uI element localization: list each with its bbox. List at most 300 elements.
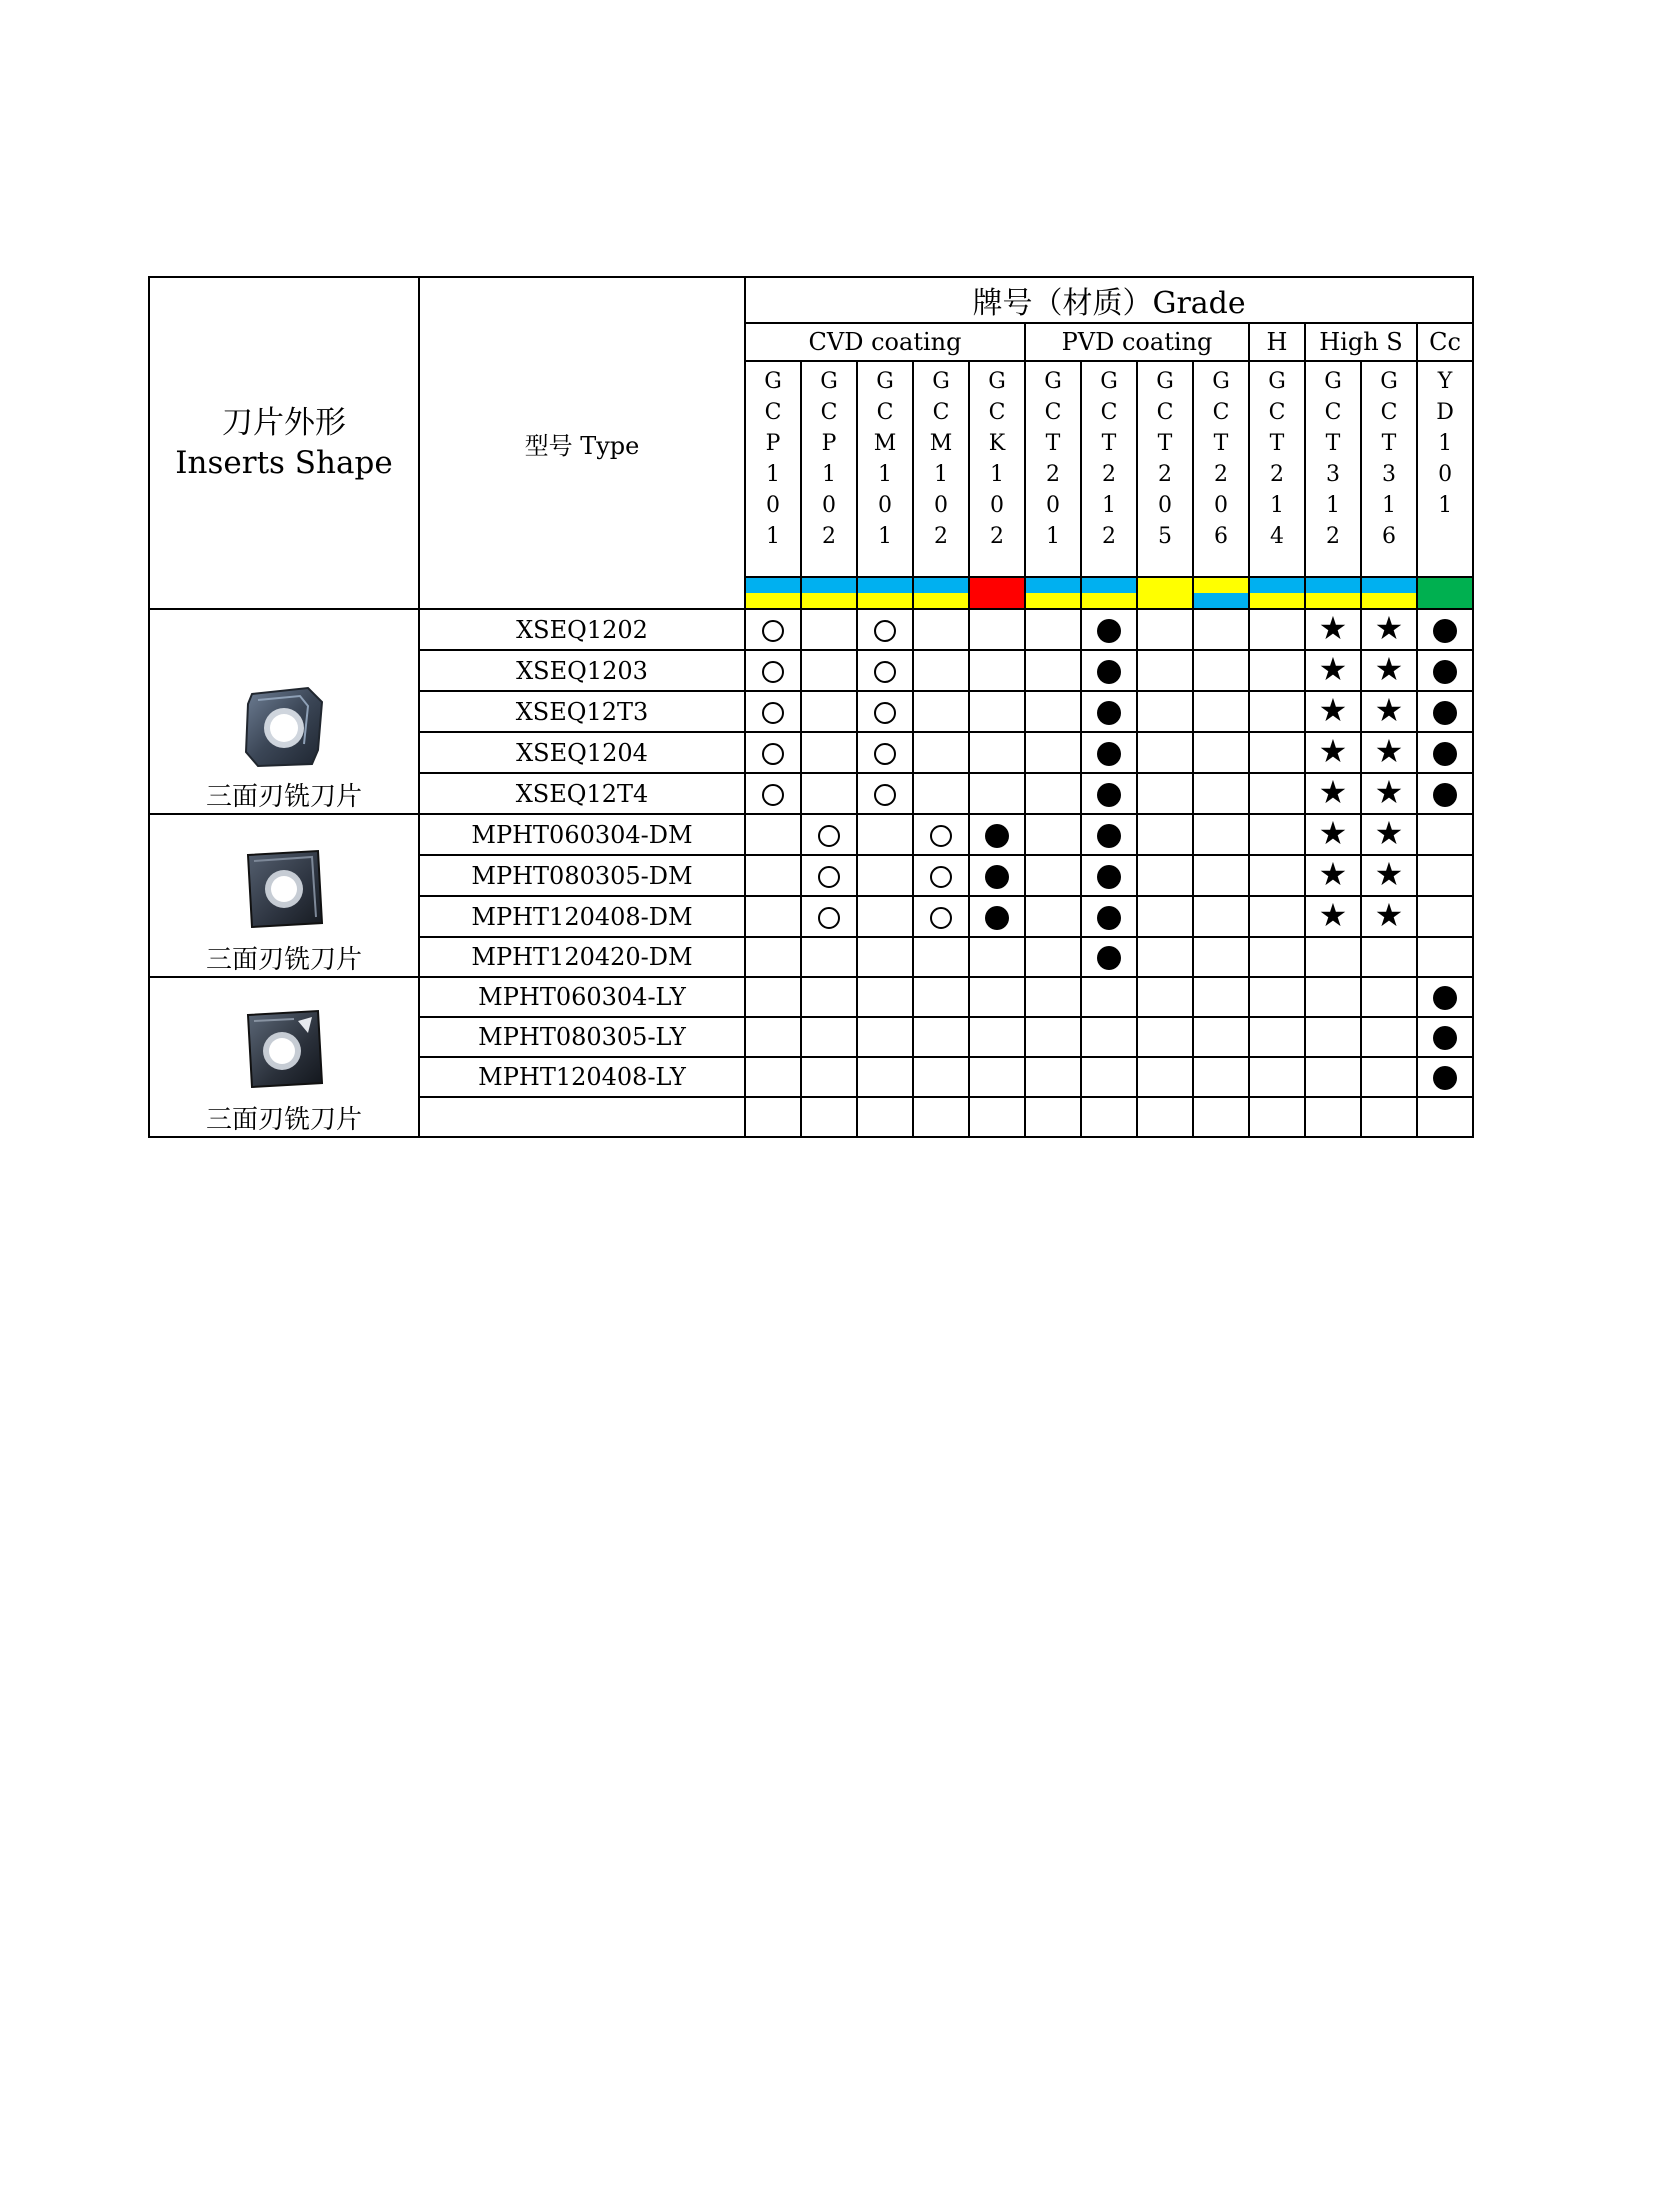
- grade-mark-cell: [1249, 1097, 1305, 1137]
- grade-mark-cell: [913, 896, 969, 937]
- open-circle-icon: [930, 825, 952, 847]
- grade-mark-cell: [745, 1017, 801, 1057]
- grade-mark-cell: [1081, 773, 1137, 814]
- grade-mark-cell: [1025, 773, 1081, 814]
- filled-circle-icon: [1097, 701, 1121, 725]
- mpht-dm-insert-icon: [238, 843, 330, 935]
- grade-mark-cell: [1417, 609, 1473, 650]
- grade-mark-cell: [801, 977, 857, 1017]
- grade-code-char: M: [929, 431, 953, 456]
- grade-mark-cell: [1137, 1097, 1193, 1137]
- grade-code-char: 1: [766, 524, 780, 549]
- insert-type-cell: [419, 732, 745, 773]
- grade-code-char: 0: [1046, 493, 1060, 518]
- grade-mark-cell: [1193, 1017, 1249, 1057]
- grade-mark-cell: [1361, 732, 1417, 773]
- grade-mark-cell: [1193, 814, 1249, 855]
- xseq-insert-icon: [238, 680, 330, 772]
- coating-group-header: [1305, 323, 1417, 361]
- grade-code-char: 0: [990, 493, 1004, 518]
- grade-mark-cell: [1137, 814, 1193, 855]
- insert-type: MPHT060304-DM: [471, 820, 693, 849]
- grade-mark-cell: [969, 773, 1025, 814]
- grade-code-header: [1025, 361, 1081, 577]
- grade-code-char: 2: [1326, 524, 1340, 549]
- grade-mark-cell: [801, 814, 857, 855]
- grade-code-header: [1361, 361, 1417, 577]
- grade-mark-cell: [1193, 896, 1249, 937]
- grade-mark-cell: [1137, 855, 1193, 896]
- grade-mark-cell: [969, 650, 1025, 691]
- grade-mark-cell: [969, 855, 1025, 896]
- grade-mark-cell: [1081, 1097, 1137, 1137]
- grade-code-char: T: [1101, 431, 1117, 456]
- grade-code-char: 1: [766, 462, 780, 487]
- open-circle-icon: [762, 784, 784, 806]
- type-header-label: 型号 Type: [524, 431, 640, 460]
- grade-code-char: 3: [1326, 462, 1340, 487]
- grade-code-char: 0: [1158, 493, 1172, 518]
- grade-mark-cell: [1137, 691, 1193, 732]
- grade-code-char: 0: [934, 493, 948, 518]
- grade-mark-cell: [1417, 937, 1473, 977]
- grade-mark-cell: [969, 691, 1025, 732]
- grade-mark-cell: [1081, 732, 1137, 773]
- filled-circle-icon: [1433, 660, 1457, 684]
- grade-color-band: [1417, 577, 1473, 609]
- grade-mark-cell: [913, 773, 969, 814]
- grade-mark-cell: [857, 1097, 913, 1137]
- grade-mark-cell: [1193, 1057, 1249, 1097]
- open-circle-icon: [818, 866, 840, 888]
- grade-mark-cell: [857, 691, 913, 732]
- grade-mark-cell: [1137, 773, 1193, 814]
- grade-code-char: C: [1380, 400, 1398, 425]
- shape-header: [149, 277, 419, 609]
- grade-code-header: [1249, 361, 1305, 577]
- grade-code-header: [1137, 361, 1193, 577]
- grade-mark-cell: [1137, 1017, 1193, 1057]
- grade-header-label: 牌号（材质）Grade: [972, 286, 1246, 321]
- insert-type-cell: [419, 1017, 745, 1057]
- grade-mark-cell: [1305, 855, 1361, 896]
- grade-code-char: G: [1156, 369, 1174, 394]
- grade-code-char: 2: [934, 524, 948, 549]
- grade-code-char: 0: [1438, 462, 1453, 487]
- grade-code-char: 1: [1102, 493, 1116, 518]
- grade-color-band: [801, 577, 857, 609]
- grade-color-band: [1249, 577, 1305, 609]
- filled-circle-icon: [1433, 1066, 1457, 1090]
- grade-mark-cell: [1025, 855, 1081, 896]
- star-icon: ★: [1374, 691, 1404, 729]
- grade-mark-cell: [1361, 814, 1417, 855]
- insert-type-cell: [419, 1097, 745, 1137]
- grade-code-char: 2: [1102, 462, 1116, 487]
- grade-code-char: 0: [878, 493, 892, 518]
- grade-code-header: [801, 361, 857, 577]
- grade-mark-cell: [1361, 609, 1417, 650]
- grade-mark-cell: [1081, 814, 1137, 855]
- star-icon: ★: [1318, 732, 1348, 770]
- grade-mark-cell: [1025, 814, 1081, 855]
- grade-mark-cell: [857, 609, 913, 650]
- grade-mark-cell: [913, 814, 969, 855]
- grade-mark-cell: [857, 937, 913, 977]
- shape-header-en: Inserts Shape: [175, 445, 393, 481]
- filled-circle-icon: [985, 824, 1009, 848]
- insert-type-cell: [419, 609, 745, 650]
- open-circle-icon: [818, 907, 840, 929]
- grade-code-char: 1: [1046, 524, 1060, 549]
- filled-circle-icon: [1097, 660, 1121, 684]
- grade-mark-cell: [1305, 732, 1361, 773]
- grade-mark-cell: [801, 1057, 857, 1097]
- grade-code-char: C: [932, 400, 950, 425]
- grade-mark-cell: [1081, 1017, 1137, 1057]
- grade-mark-cell: [745, 1057, 801, 1097]
- grade-mark-cell: [801, 773, 857, 814]
- grade-mark-cell: [913, 609, 969, 650]
- open-circle-icon: [930, 866, 952, 888]
- grade-code-char: 2: [1214, 462, 1228, 487]
- filled-circle-icon: [985, 906, 1009, 930]
- grade-code-char: 5: [1158, 524, 1172, 549]
- star-icon: ★: [1374, 650, 1404, 688]
- star-icon: ★: [1318, 855, 1348, 893]
- grade-mark-cell: [1025, 609, 1081, 650]
- grade-code-char: C: [876, 400, 894, 425]
- color-stripe: [1250, 578, 1304, 593]
- grade-code-char: T: [1213, 431, 1229, 456]
- grade-code-char: 0: [822, 493, 836, 518]
- filled-circle-icon: [1433, 783, 1457, 807]
- grade-mark-cell: [1249, 732, 1305, 773]
- color-stripe: [802, 593, 856, 608]
- grade-code-header: [1081, 361, 1137, 577]
- insert-type: XSEQ1202: [516, 615, 648, 644]
- grade-mark-cell: [745, 691, 801, 732]
- filled-circle-icon: [985, 865, 1009, 889]
- grade-mark-cell: [1193, 977, 1249, 1017]
- grade-mark-cell: [1137, 937, 1193, 977]
- grade-mark-cell: [745, 650, 801, 691]
- grade-mark-cell: [857, 855, 913, 896]
- grade-color-band: [1305, 577, 1361, 609]
- coating-group-header: [1417, 323, 1473, 361]
- grade-mark-cell: [1361, 937, 1417, 977]
- coating-group-header: [1249, 323, 1305, 361]
- grade-code-char: 1: [878, 524, 892, 549]
- grade-color-band: [745, 577, 801, 609]
- grade-mark-cell: [1249, 937, 1305, 977]
- grade-code-char: T: [1269, 431, 1285, 456]
- grade-mark-cell: [913, 937, 969, 977]
- grade-mark-cell: [1305, 1017, 1361, 1057]
- grade-mark-cell: [969, 1017, 1025, 1057]
- star-icon: ★: [1318, 896, 1348, 934]
- grade-color-band: [1361, 577, 1417, 609]
- insert-type-cell: [419, 855, 745, 896]
- color-stripe: [970, 593, 1024, 608]
- grade-code-header: [1417, 361, 1473, 577]
- color-stripe: [1026, 593, 1080, 608]
- grade-mark-cell: [1249, 896, 1305, 937]
- star-icon: ★: [1374, 609, 1404, 647]
- grade-code-char: 6: [1382, 524, 1396, 549]
- grade-mark-cell: [1025, 1097, 1081, 1137]
- grade-code-char: G: [820, 369, 838, 394]
- grade-mark-cell: [1193, 1097, 1249, 1137]
- grade-mark-cell: [1417, 977, 1473, 1017]
- grade-mark-cell: [1305, 609, 1361, 650]
- grade-mark-cell: [1193, 855, 1249, 896]
- insert-shape-cell: [149, 977, 419, 1137]
- grade-code-char: M: [873, 431, 897, 456]
- insert-type: MPHT060304-LY: [478, 983, 686, 1011]
- grade-mark-cell: [1305, 937, 1361, 977]
- grade-mark-cell: [913, 732, 969, 773]
- filled-circle-icon: [1097, 824, 1121, 848]
- grade-code-header: [913, 361, 969, 577]
- color-stripe: [1418, 593, 1472, 608]
- grade-mark-cell: [1025, 650, 1081, 691]
- grade-mark-cell: [913, 1017, 969, 1057]
- grade-code-char: G: [1380, 369, 1398, 394]
- grade-header: [745, 277, 1473, 323]
- grade-code-char: P: [765, 431, 781, 456]
- grade-mark-cell: [1193, 773, 1249, 814]
- insert-shape-label: 三面刃铣刀片: [205, 782, 362, 812]
- grade-mark-cell: [745, 855, 801, 896]
- grade-code-char: T: [1325, 431, 1341, 456]
- grade-mark-cell: [1081, 650, 1137, 691]
- grade-code-char: C: [764, 400, 782, 425]
- grade-mark-cell: [1305, 1097, 1361, 1137]
- grade-mark-cell: [1137, 650, 1193, 691]
- grade-code-char: Y: [1437, 369, 1453, 394]
- shape-header-cn: 刀片外形: [222, 405, 346, 441]
- grade-mark-cell: [1025, 1057, 1081, 1097]
- grade-color-band: [1081, 577, 1137, 609]
- grade-mark-cell: [1025, 977, 1081, 1017]
- grade-code-char: 1: [1326, 493, 1340, 518]
- grade-mark-cell: [801, 732, 857, 773]
- star-icon: ★: [1374, 814, 1404, 852]
- grade-code-char: C: [1100, 400, 1118, 425]
- grade-mark-cell: [1361, 1017, 1417, 1057]
- grade-mark-cell: [1361, 691, 1417, 732]
- color-stripe: [914, 578, 968, 593]
- color-stripe: [1306, 578, 1360, 593]
- grade-table: [148, 276, 1474, 1138]
- insert-type: MPHT120408-DM: [471, 902, 693, 931]
- insert-type-cell: [419, 937, 745, 977]
- grade-color-band: [857, 577, 913, 609]
- filled-circle-icon: [1433, 742, 1457, 766]
- grade-mark-cell: [857, 732, 913, 773]
- insert-type-cell: [419, 896, 745, 937]
- grade-mark-cell: [1305, 691, 1361, 732]
- color-stripe: [1138, 578, 1192, 593]
- grade-code-header: [745, 361, 801, 577]
- insert-shape-cell: [149, 814, 419, 977]
- grade-code-char: 0: [766, 493, 780, 518]
- grade-color-band: [913, 577, 969, 609]
- insert-type: XSEQ1203: [516, 656, 648, 685]
- grade-code-char: 4: [1270, 524, 1284, 549]
- grade-code-char: G: [1212, 369, 1230, 394]
- grade-mark-cell: [1361, 896, 1417, 937]
- grade-mark-cell: [1193, 732, 1249, 773]
- grade-mark-cell: [1361, 773, 1417, 814]
- grade-code-char: 3: [1382, 462, 1396, 487]
- grade-mark-cell: [1025, 937, 1081, 977]
- grade-mark-cell: [1249, 609, 1305, 650]
- insert-type-cell: [419, 814, 745, 855]
- insert-type-cell: [419, 650, 745, 691]
- grade-code-char: G: [764, 369, 782, 394]
- open-circle-icon: [930, 907, 952, 929]
- grade-mark-cell: [913, 977, 969, 1017]
- color-stripe: [970, 578, 1024, 593]
- mpht-ly-insert-icon: [238, 1003, 330, 1095]
- grade-mark-cell: [969, 1097, 1025, 1137]
- color-stripe: [1362, 578, 1416, 593]
- grade-mark-cell: [801, 937, 857, 977]
- open-circle-icon: [762, 661, 784, 683]
- color-stripe: [1362, 593, 1416, 608]
- grade-code-char: 2: [990, 524, 1004, 549]
- grade-mark-cell: [745, 896, 801, 937]
- grade-code-char: G: [876, 369, 894, 394]
- insert-type-cell: [419, 773, 745, 814]
- grade-mark-cell: [913, 650, 969, 691]
- open-circle-icon: [762, 743, 784, 765]
- color-stripe: [914, 593, 968, 608]
- grade-mark-cell: [1417, 650, 1473, 691]
- grade-mark-cell: [1305, 1057, 1361, 1097]
- color-stripe: [802, 578, 856, 593]
- grade-mark-cell: [1081, 609, 1137, 650]
- grade-color-band: [1193, 577, 1249, 609]
- color-stripe: [858, 578, 912, 593]
- grade-mark-cell: [1305, 650, 1361, 691]
- grade-mark-cell: [1305, 977, 1361, 1017]
- color-stripe: [1306, 593, 1360, 608]
- grade-mark-cell: [1025, 732, 1081, 773]
- grade-mark-cell: [857, 650, 913, 691]
- grade-mark-cell: [1417, 896, 1473, 937]
- grade-mark-cell: [745, 609, 801, 650]
- grade-mark-cell: [1081, 1057, 1137, 1097]
- grade-mark-cell: [857, 814, 913, 855]
- grade-mark-cell: [801, 650, 857, 691]
- grade-mark-cell: [969, 896, 1025, 937]
- filled-circle-icon: [1097, 783, 1121, 807]
- grade-mark-cell: [857, 977, 913, 1017]
- grade-code-char: 1: [1438, 431, 1453, 456]
- grade-mark-cell: [1305, 896, 1361, 937]
- grade-mark-cell: [1417, 1097, 1473, 1137]
- coating-group-header: [1025, 323, 1249, 361]
- grade-code-char: G: [988, 369, 1006, 394]
- grade-mark-cell: [1081, 691, 1137, 732]
- star-icon: ★: [1374, 732, 1404, 770]
- grade-mark-cell: [1081, 855, 1137, 896]
- grade-code-char: G: [1324, 369, 1342, 394]
- color-stripe: [1082, 578, 1136, 593]
- filled-circle-icon: [1433, 619, 1457, 643]
- grade-code-char: G: [1044, 369, 1062, 394]
- grade-mark-cell: [1193, 609, 1249, 650]
- grade-mark-cell: [1137, 1057, 1193, 1097]
- grade-mark-cell: [1249, 855, 1305, 896]
- filled-circle-icon: [1097, 865, 1121, 889]
- coating-group-label: PVD coating: [1061, 328, 1213, 356]
- grade-mark-cell: [1361, 1057, 1417, 1097]
- filled-circle-icon: [1433, 986, 1457, 1010]
- grade-mark-cell: [1081, 896, 1137, 937]
- grade-code-char: C: [820, 400, 838, 425]
- grade-code-char: 2: [1270, 462, 1284, 487]
- grade-mark-cell: [1417, 1017, 1473, 1057]
- insert-type-cell: [419, 691, 745, 732]
- insert-type-cell: [419, 977, 745, 1017]
- color-stripe: [1194, 593, 1248, 608]
- insert-type-cell: [419, 1057, 745, 1097]
- color-stripe: [1194, 578, 1248, 593]
- grade-mark-cell: [1361, 650, 1417, 691]
- open-circle-icon: [874, 784, 896, 806]
- grade-mark-cell: [969, 609, 1025, 650]
- grade-mark-cell: [969, 732, 1025, 773]
- insert-type: XSEQ12T3: [515, 697, 649, 726]
- grade-mark-cell: [1137, 977, 1193, 1017]
- star-icon: ★: [1374, 773, 1404, 811]
- grade-mark-cell: [801, 896, 857, 937]
- grade-code-char: T: [1381, 431, 1397, 456]
- grade-mark-cell: [1361, 855, 1417, 896]
- grade-mark-cell: [1249, 977, 1305, 1017]
- type-header: [419, 277, 745, 609]
- insert-type: MPHT080305-DM: [471, 861, 693, 890]
- grade-color-band: [1025, 577, 1081, 609]
- grade-mark-cell: [969, 814, 1025, 855]
- insert-shape-label: 三面刃铣刀片: [205, 1105, 362, 1135]
- filled-circle-icon: [1097, 742, 1121, 766]
- filled-circle-icon: [1433, 701, 1457, 725]
- insert-type: MPHT080305-LY: [478, 1023, 686, 1051]
- open-circle-icon: [762, 620, 784, 642]
- grade-mark-cell: [1249, 650, 1305, 691]
- color-stripe: [1138, 593, 1192, 608]
- grade-mark-cell: [1025, 1017, 1081, 1057]
- grade-mark-cell: [913, 691, 969, 732]
- grade-mark-cell: [857, 1057, 913, 1097]
- coating-group-label: CVD coating: [808, 328, 962, 356]
- coating-group-label: H: [1266, 328, 1288, 356]
- grade-code-char: G: [1100, 369, 1118, 394]
- grade-code-char: T: [1157, 431, 1173, 456]
- grade-code-char: 2: [1158, 462, 1172, 487]
- open-circle-icon: [874, 620, 896, 642]
- filled-circle-icon: [1097, 946, 1121, 970]
- grade-mark-cell: [1417, 1057, 1473, 1097]
- grade-code-char: 2: [1102, 524, 1116, 549]
- grade-code-char: 2: [822, 524, 836, 549]
- table-row: [149, 977, 1473, 1017]
